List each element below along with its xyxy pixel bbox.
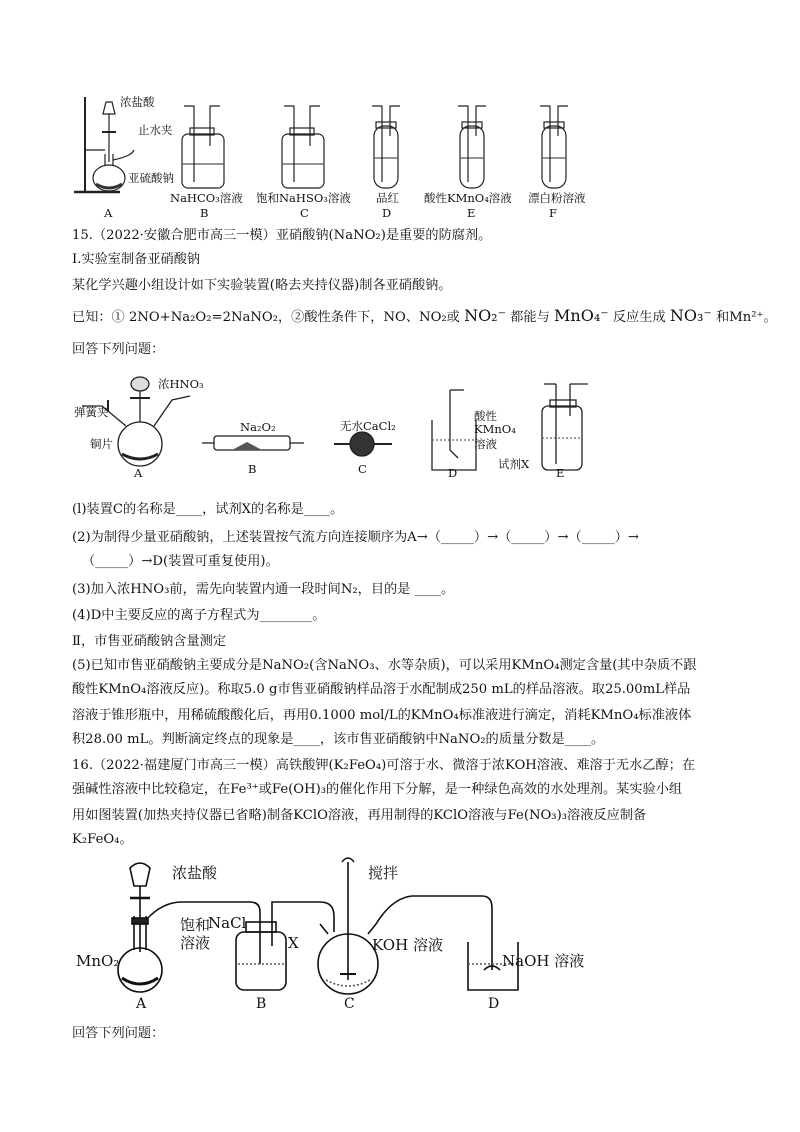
label-mno2: MnO₂ bbox=[76, 952, 120, 970]
letter-a: A bbox=[104, 206, 113, 220]
label-naoh: NaOH 溶液 bbox=[502, 952, 585, 970]
figure-q15-apparatus bbox=[72, 370, 612, 482]
q15-known bbox=[72, 306, 777, 328]
q15-part2-title: Ⅱ，市售亚硝酸钠含量测定 bbox=[72, 634, 227, 649]
letter-b: B bbox=[256, 996, 267, 1012]
label-stir: 搅拌 bbox=[368, 864, 399, 882]
q15-sub5-line1: (5)已知市售亚硝酸钠主要成分是NaNO₂(含NaNO₃、水等杂质)，可以采用KMnO₄测定含量(其中杂质不跟 bbox=[72, 658, 697, 673]
known-part-b: 都能与 bbox=[510, 310, 550, 325]
figure-top-apparatus bbox=[60, 92, 620, 222]
ion-no2: NO₂⁻ bbox=[464, 306, 507, 325]
q15-sub4: (4)D中主要反应的离子方程式为________。 bbox=[72, 608, 326, 623]
label-reagent-x: 试剂X bbox=[498, 457, 530, 471]
q15-header: 15.（2022·安徽合肥市高三一模）亚硝酸钠(NaNO₂)是重要的防腐剂。 bbox=[72, 228, 492, 243]
label-solution-b: 溶液 bbox=[180, 934, 211, 952]
figure-q16-drawing bbox=[72, 852, 632, 1012]
label-copper: 铜片 bbox=[90, 437, 113, 451]
letter-c: C bbox=[358, 462, 367, 476]
q15-part1-title: I.实验室制备亚硝酸钠 bbox=[72, 252, 201, 267]
q15-sub1: (l)装置C的名称是____，试剂X的名称是____。 bbox=[72, 502, 344, 517]
letter-c: C bbox=[344, 996, 355, 1012]
label-nacl: NaCl bbox=[208, 914, 247, 932]
q15-sub3: (3)加入浓HNO₃前，需先向装置内通一段时间N₂，目的是 ____。 bbox=[72, 582, 455, 597]
q15-sub2-b: （_____）→D(装置可重复使用)。 bbox=[82, 554, 279, 569]
ion-mno4: MnO₄⁻ bbox=[554, 306, 609, 325]
letter-b: B bbox=[248, 462, 257, 476]
letter-e: E bbox=[467, 206, 476, 220]
label-cacl2: 无水CaCl₂ bbox=[340, 419, 396, 433]
q16-line2: 强碱性溶液中比较稳定，在Fe³⁺或Fe(OH)₃的催化作用下分解，是一种绿色高效的水处理剂。某实验小组 bbox=[72, 782, 683, 797]
known-part-a: 已知：① 2NO+Na₂O₂=2NaNO₂，②酸性条件下，NO、NO₂或 bbox=[72, 310, 460, 325]
q16-line4: K₂FeO₄。 bbox=[72, 832, 133, 847]
label-koh: KOH 溶液 bbox=[372, 936, 443, 954]
label-hno3: 浓HNO₃ bbox=[158, 377, 204, 391]
letter-c: C bbox=[300, 206, 309, 220]
label-acidic: 酸性 bbox=[474, 409, 497, 423]
label-conc-hcl: 浓盐酸 bbox=[120, 95, 155, 109]
label-f-solution: 漂白粉溶液 bbox=[528, 191, 586, 205]
letter-d: D bbox=[382, 206, 392, 220]
label-na2o2: Na₂O₂ bbox=[240, 420, 276, 434]
label-saturated: 饱和 bbox=[180, 916, 211, 934]
letter-d: D bbox=[448, 466, 458, 480]
q15-sub5-line4: 积28.00 mL。判断滴定终点的现象是____，该市售亚硝酸钠中NaNO₂的质量分数是____。 bbox=[72, 732, 605, 747]
label-conc-hcl-b: 浓盐酸 bbox=[172, 864, 218, 882]
label-spring-clip: 弹簧夹 bbox=[74, 405, 109, 419]
q16-line1: 16.（2022·福建厦门市高三一模）高铁酸钾(K₂FeO₄)可溶于水、微溶于浓KOH溶液、难溶于无水乙醇；在 bbox=[72, 758, 696, 773]
q16-answer-prompt: 回答下列问题： bbox=[72, 1026, 165, 1041]
letter-b: B bbox=[200, 206, 209, 220]
label-c-solution: 饱和NaHSO₃溶液 bbox=[256, 191, 351, 205]
letter-a: A bbox=[134, 466, 143, 480]
known-part-c: 反应生成 bbox=[612, 310, 666, 325]
letter-a: A bbox=[136, 996, 147, 1012]
known-part-d: 和Mn²⁺。 bbox=[716, 310, 777, 325]
q15-answer-prompt: 回答下列问题： bbox=[72, 342, 165, 357]
q16-line3: 用如图装置(加热夹持仪器已省略)制备KClO溶液，再用制得的KClO溶液与Fe(NO₃)₃溶液反应制备 bbox=[72, 808, 647, 823]
label-sodium-sulfite: 亚硫酸钠 bbox=[128, 171, 174, 185]
label-kmno4: KMnO₄ bbox=[474, 422, 516, 436]
ion-no3: NO₃⁻ bbox=[669, 306, 712, 325]
label-clamp: 止水夹 bbox=[138, 123, 173, 137]
label-x: X bbox=[288, 934, 299, 952]
letter-e: E bbox=[556, 466, 565, 480]
q15-intro: 某化学兴趣小组设计如下实验装置(略去夹持仪器)制各亚硝酸钠。 bbox=[72, 278, 452, 293]
figure-q16-apparatus bbox=[72, 852, 632, 1012]
label-solution: 溶液 bbox=[474, 437, 497, 451]
label-e-solution: 酸性KMnO₄溶液 bbox=[424, 191, 512, 205]
q15-sub5-line3: 溶液于锥形瓶中，用稀硫酸酸化后，再用0.1000 mol/L的KMnO₄标准液进行滴定，消耗KMnO₄标准液体 bbox=[72, 708, 692, 723]
letter-d: D bbox=[488, 996, 500, 1012]
label-b-solution: NaHCO₃溶液 bbox=[170, 191, 243, 205]
q15-sub2-a: (2)为制得少量亚硝酸钠，上述装置按气流方向连接顺序为A→（_____）→（_____）→（_____）→ bbox=[72, 530, 639, 545]
label-d-solution: 品红 bbox=[376, 191, 399, 205]
letter-f: F bbox=[549, 206, 557, 220]
q15-sub5-line2: 酸性KMnO₄溶液反应)。称取5.0 g市售亚硝酸钠样品溶于水配制成250 mL的样品溶液。取25.00mL样品 bbox=[72, 682, 691, 697]
